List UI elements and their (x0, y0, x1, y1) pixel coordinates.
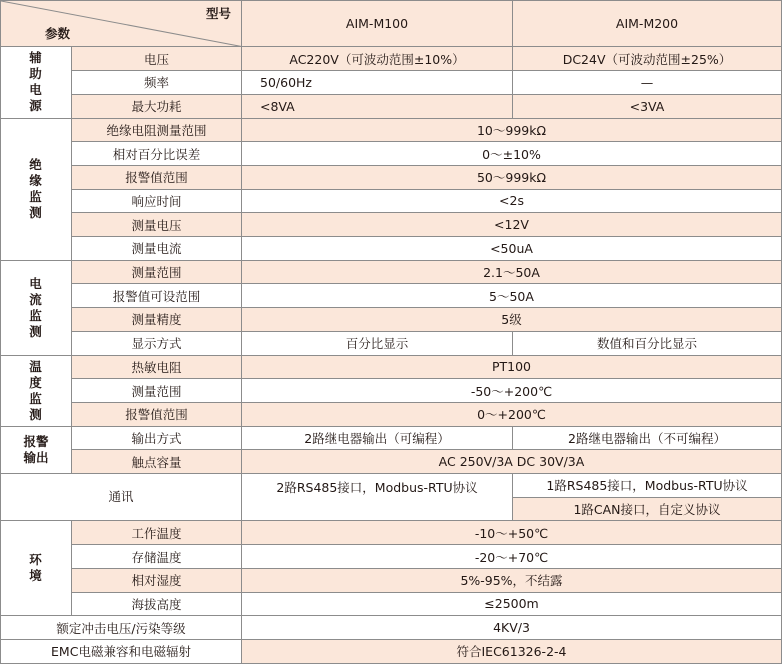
cell-value: AC 250V/3A DC 30V/3A (242, 450, 782, 474)
table-row (1, 331, 782, 355)
table-row (1, 118, 782, 142)
row-label: 海拔高度 (72, 592, 242, 616)
row-label: 响应时间 (72, 189, 242, 213)
row-label: 最大功耗 (72, 94, 242, 118)
cell-m200: 数值和百分比显示 (513, 331, 782, 355)
table-row (1, 379, 782, 403)
cell-value: 2.1～50A (242, 260, 782, 284)
cell-value: 4KV/3 (242, 616, 782, 640)
cell-value: 5级 (242, 308, 782, 332)
cell-m200-line2: 1路CAN接口，自定义协议 (513, 497, 782, 521)
cell-value: 符合IEC61326-2-4 (242, 639, 782, 663)
cell-m200: DC24V（可波动范围±25%） (513, 47, 782, 71)
row-label: 存储温度 (72, 545, 242, 569)
header-diagonal-cell (1, 1, 242, 47)
table-row (1, 426, 782, 450)
model-m200-header: AIM-M200 (513, 1, 782, 47)
cell-value: 5%-95%，不结露 (242, 568, 782, 592)
group-alarm-output: 报警输出 (1, 426, 72, 473)
cell-value: 50～999kΩ (242, 165, 782, 189)
row-label: 相对湿度 (72, 568, 242, 592)
cell-m100: 百分比显示 (242, 331, 513, 355)
row-label: 热敏电阻 (72, 355, 242, 379)
row-label: 输出方式 (72, 426, 242, 450)
cell-value: -50～+200℃ (242, 379, 782, 403)
row-label: 工作温度 (72, 521, 242, 545)
group-current: 电流监测 (1, 260, 72, 355)
table-row (1, 237, 782, 261)
cell-value: <2s (242, 189, 782, 213)
cell-m200-line1: 1路RS485接口，Modbus-RTU协议 (513, 474, 782, 498)
row-label: 额定冲击电压/污染等级 (1, 616, 242, 640)
table-row (1, 521, 782, 545)
table-row (1, 47, 782, 71)
table-row (1, 639, 782, 663)
cell-value: <50uA (242, 237, 782, 261)
cell-value: 5～50A (242, 284, 782, 308)
param-header-label: 参数 (45, 26, 71, 42)
table-row (1, 355, 782, 379)
cell-value: ≤2500m (242, 592, 782, 616)
cell-value: PT100 (242, 355, 782, 379)
table-row (1, 213, 782, 237)
cell-m100: 50/60Hz (242, 71, 513, 95)
cell-value: 0～±10% (242, 142, 782, 166)
table-row (1, 71, 782, 95)
row-label: 显示方式 (72, 331, 242, 355)
table-row (1, 568, 782, 592)
group-insulation: 绝缘监测 (1, 118, 72, 260)
table-row (1, 284, 782, 308)
row-label: 电压 (72, 47, 242, 71)
row-label: 测量精度 (72, 308, 242, 332)
table-row (1, 308, 782, 332)
cell-value: <12V (242, 213, 782, 237)
table-row (1, 189, 782, 213)
table-row (1, 592, 782, 616)
row-label: 测量电流 (72, 237, 242, 261)
cell-m100: 2路继电器输出（可编程） (242, 426, 513, 450)
cell-value: 0～+200℃ (242, 402, 782, 426)
row-label: 绝缘电阻测量范围 (72, 118, 242, 142)
table-row (1, 450, 782, 474)
row-label: EMC电磁兼容和电磁辐射 (1, 639, 242, 663)
row-label: 报警值可设范围 (72, 284, 242, 308)
cell-value: -10～+50℃ (242, 521, 782, 545)
table-row (1, 165, 782, 189)
group-temperature: 温度监测 (1, 355, 72, 426)
row-label: 触点容量 (72, 450, 242, 474)
table-row (1, 402, 782, 426)
cell-m100: 2路RS485接口，Modbus-RTU协议 (242, 474, 513, 521)
cell-m100: AC220V（可波动范围±10%） (242, 47, 513, 71)
cell-m200: <3VA (513, 94, 782, 118)
model-m100-header: AIM-M100 (242, 1, 513, 47)
cell-m200: 2路继电器输出（不可编程） (513, 426, 782, 450)
table-row (1, 260, 782, 284)
cell-value: 10～999kΩ (242, 118, 782, 142)
table-row (1, 94, 782, 118)
table-row (1, 616, 782, 640)
group-environment: 环境 (1, 521, 72, 616)
table-row (1, 474, 782, 498)
cell-m100: <8VA (242, 94, 513, 118)
row-label: 报警值范围 (72, 165, 242, 189)
table-row (1, 545, 782, 569)
table-row (1, 142, 782, 166)
communication-label: 通讯 (1, 474, 242, 521)
row-label: 测量电压 (72, 213, 242, 237)
cell-m200: — (513, 71, 782, 95)
header-row (1, 1, 782, 47)
row-label: 报警值范围 (72, 402, 242, 426)
group-aux-power: 辅助电源 (1, 47, 72, 118)
row-label: 测量范围 (72, 379, 242, 403)
cell-value: -20～+70℃ (242, 545, 782, 569)
row-label: 频率 (72, 71, 242, 95)
row-label: 相对百分比误差 (72, 142, 242, 166)
row-label: 测量范围 (72, 260, 242, 284)
model-header-label: 型号 (205, 6, 231, 21)
